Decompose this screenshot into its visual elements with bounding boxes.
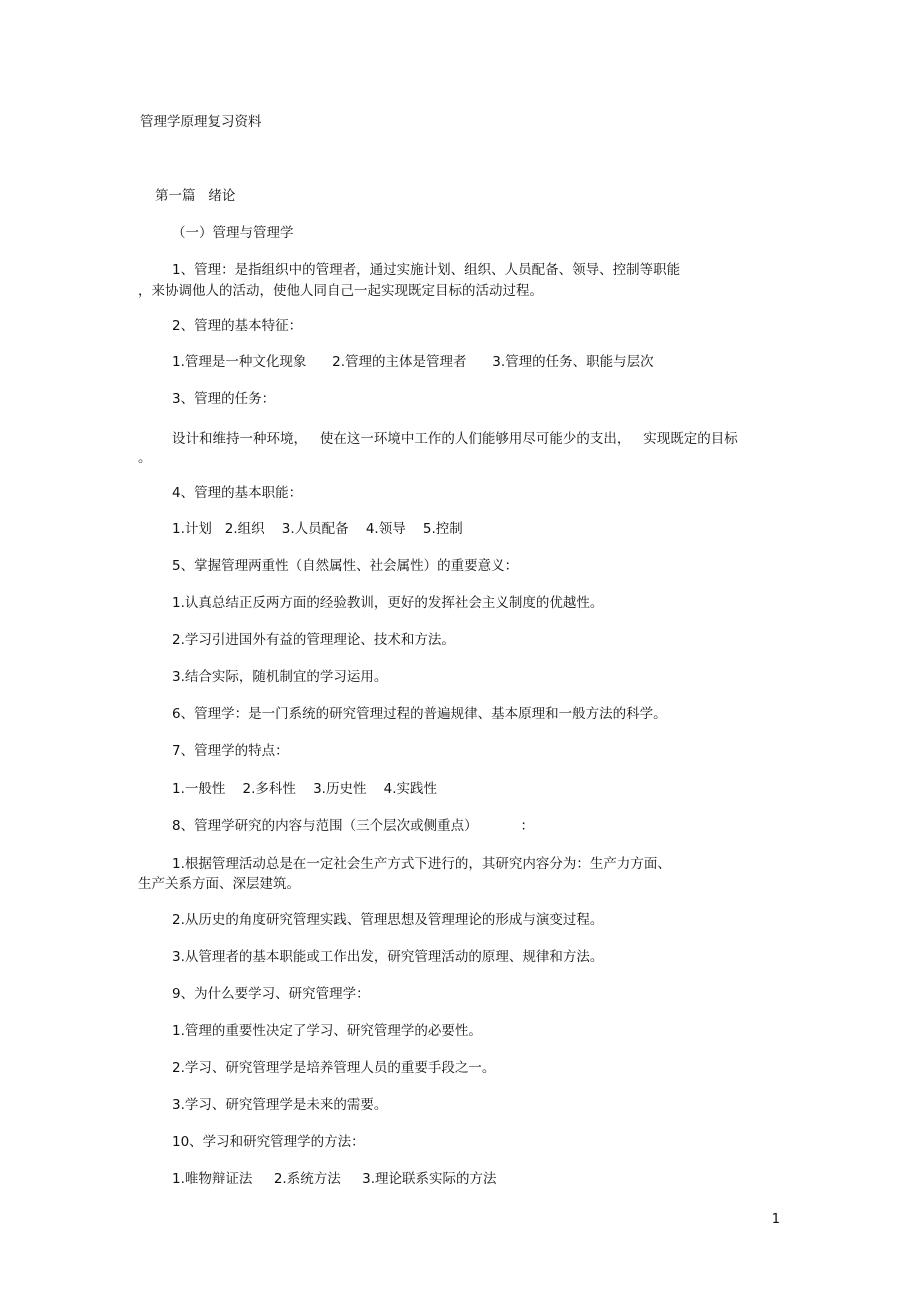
text-line: 2.学习、研究管理学是培养管理人员的重要手段之一。 [172,1060,496,1076]
text-line: 1.管理是一种文化现象 2.管理的主体是管理者 3.管理的任务、职能与层次 [172,354,654,370]
text-line: 3.从管理者的基本职能或工作出发，研究管理活动的原理、规律和方法。 [172,949,604,965]
text-line: 4、管理的基本职能： [172,485,303,501]
text-line: 1.根据管理活动总是在一定社会生产方式下进行的，其研究内容分为：生产力方面、 [172,856,671,872]
text-line: 1.唯物辩证法 2.系统方法 3.理论联系实际的方法 [172,1171,497,1187]
text-line: 2、管理的基本特征： [172,318,303,334]
text-line: 生产关系方面、深层建筑。 [138,876,300,892]
text-line: 10、学习和研究管理学的方法： [172,1134,365,1150]
section-heading: （一）管理与管理学 [172,225,294,241]
page-number: 1 [771,1212,780,1227]
text-line: 2.学习引进国外有益的管理理论、技术和方法。 [172,632,455,648]
text-line: 1.一般性 2.多科性 3.历史性 4.实践性 [172,781,438,797]
text-line: 7、管理学的特点： [172,743,289,759]
text-line: 3、管理的任务： [172,391,276,407]
text-line: ，来协调他人的活动，使他人同自己一起实现既定目标的活动过程。 [138,283,543,299]
text-line: 9、为什么要学习、研究管理学： [172,986,370,1002]
text-line: 2.从历史的角度研究管理实践、管理思想及管理理论的形成与演变过程。 [172,912,604,928]
text-line: 3.学习、研究管理学是未来的需要。 [172,1097,388,1113]
text-line: 1.计划 2.组织 3.人员配备 4.领导 5.控制 [172,521,463,537]
text-line: 1.管理的重要性决定了学习、研究管理学的必要性。 [172,1023,482,1039]
text-line: 8、管理学研究的内容与范围（三个层次或侧重点） ： [172,818,535,834]
text-line: 。 [138,450,152,466]
text-line: 1、管理：是指组织中的管理者，通过实施计划、组织、人员配备、领导、控制等职能 [172,262,681,278]
document-title: 管理学原理复习资料 [140,114,262,130]
text-line: 设计和维持一种环境， 使在这一环境中工作的人们能够用尽可能少的支出， 实现既定的目标 [172,431,738,447]
text-line: 6、管理学：是一门系统的研究管理过程的普遍规律、基本原理和一般方法的科学。 [172,706,667,722]
text-line: 1.认真总结正反两方面的经验教训，更好的发挥社会主义制度的优越性。 [172,595,604,611]
text-line: 3.结合实际，随机制宜的学习运用。 [172,669,388,685]
text-line: 5、掌握管理两重性（自然属性、社会属性）的重要意义： [172,558,519,574]
part-heading: 第一篇 绪论 [155,188,236,204]
